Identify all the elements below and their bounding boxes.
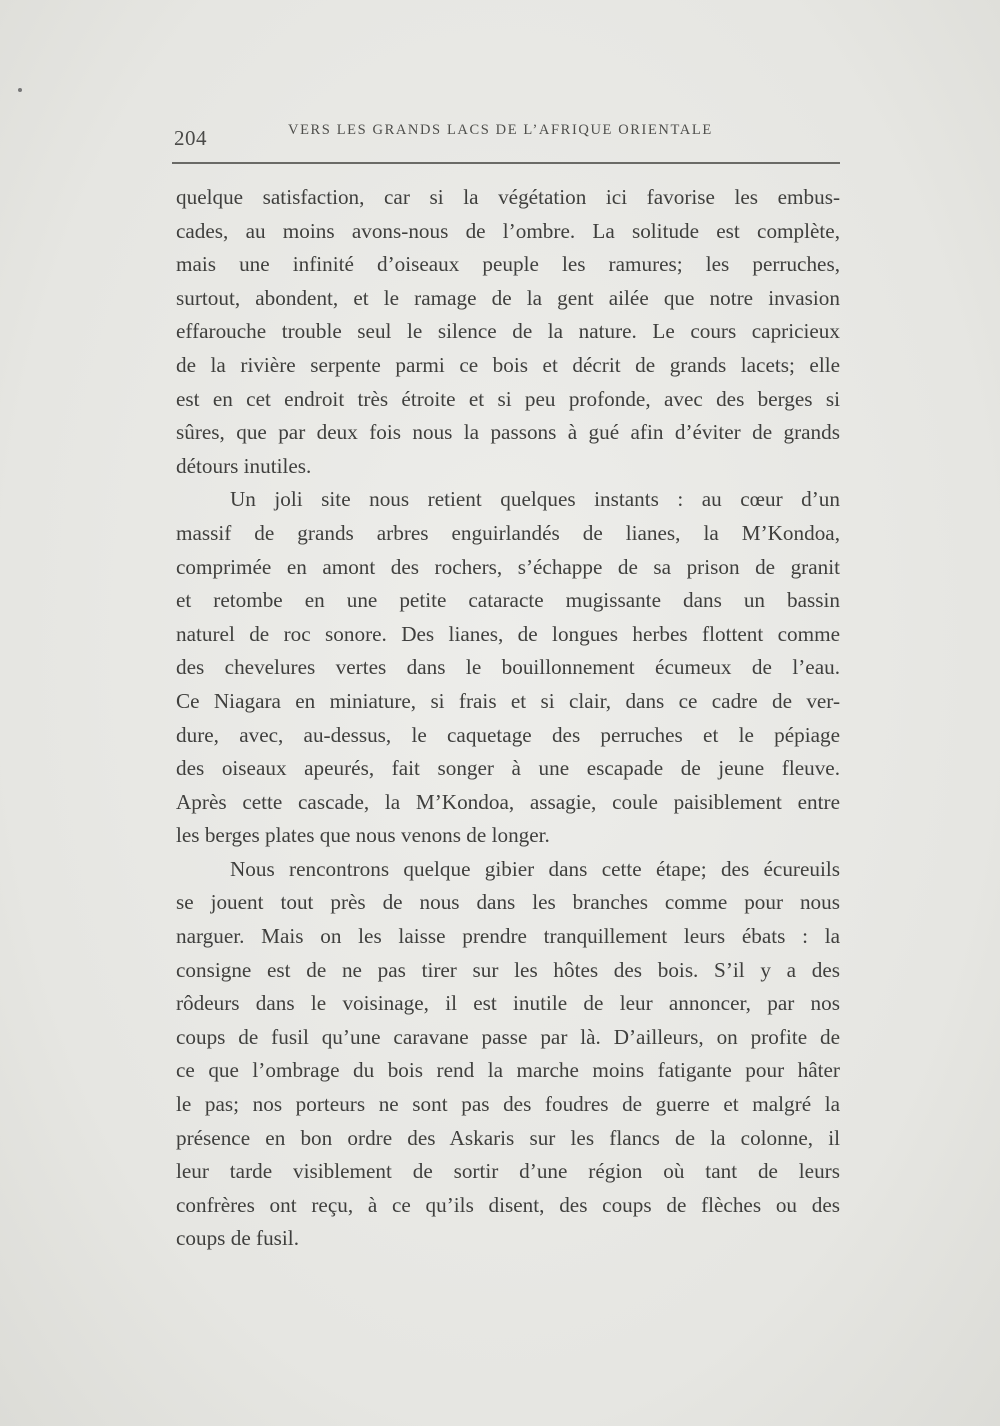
text-line: consigne est de ne pas tirer sur les hôtes des bois. S’il y a des <box>176 957 840 982</box>
text-line: ce que l’ombrage du bois rend la marche moins fatigante pour hâter <box>176 1058 840 1083</box>
text-line: dure, avec, au-dessus, le caquetage des perruches et le pépiage <box>176 722 840 747</box>
text-line: des chevelures vertes dans le bouillonnement écumeux de l’eau. <box>176 655 840 680</box>
text-line: quelque satisfaction, car si la végétation ici favorise les embus- <box>176 185 840 209</box>
page-header <box>174 118 840 158</box>
text-line: de la rivière serpente parmi ce bois et décrit de grands lacets; elle <box>176 352 840 377</box>
text-line: Après cette cascade, la M’Kondoa, assagie, coule paisiblement entre <box>176 789 840 814</box>
text-line: se jouent tout près de nous dans les branches comme pour nous <box>176 890 840 915</box>
text-line: les berges plates que nous venons de longer. <box>176 823 550 848</box>
running-title: VERS LES GRANDS LACS DE L’AFRIQUE ORIENTALE <box>288 122 713 138</box>
text-line: Un joli site nous retient quelques instants : au cœur d’un <box>230 487 840 512</box>
text-line: le pas; nos porteurs ne sont pas des foudres de guerre et malgré la <box>176 1092 840 1117</box>
header-rule <box>172 162 840 164</box>
text-line: cades, au moins avons-nous de l’ombre. La solitude est complète, <box>176 218 840 243</box>
text-line: sûres, que par deux fois nous la passons à gué afin d’éviter de grands <box>176 420 840 445</box>
paragraph-1 <box>176 181 840 483</box>
text-line: des oiseaux apeurés, fait songer à une escapade de jeune fleuve. <box>176 756 840 781</box>
text-line: mais une infinité d’oiseaux peuple les ramures; les perruches, <box>176 252 840 277</box>
text-line: effarouche trouble seul le silence de la nature. Le cours capricieux <box>176 319 840 344</box>
text-line: détours inutiles. <box>176 453 312 478</box>
text-line: Ce Niagara en miniature, si frais et si clair, dans ce cadre de ver- <box>176 688 840 713</box>
text-line: massif de grands arbres enguirlandés de lianes, la M’Kondoa, <box>176 520 840 545</box>
text-line: Nous rencontrons quelque gibier dans cette étape; des écureuils <box>230 856 840 881</box>
text-line: confrères ont reçu, à ce qu’ils disent, des coups de flèches ou des <box>176 1192 840 1217</box>
text-line: coups de fusil. <box>176 1226 299 1251</box>
text-line: présence en bon ordre des Askaris sur les flancs de la colonne, il <box>176 1125 840 1150</box>
text-line: rôdeurs dans le voisinage, il est inutile de leur annoncer, par nos <box>176 991 840 1016</box>
text-line: comprimée en amont des rochers, s’échappe de sa prison de granit <box>176 554 840 579</box>
paragraph-2 <box>176 483 840 853</box>
text-line: coups de fusil qu’une caravane passe par là. D’ailleurs, on profite de <box>176 1024 840 1049</box>
paragraph-3 <box>176 853 840 1256</box>
body-text <box>176 181 840 1256</box>
text-line: et retombe en une petite cataracte mugissante dans un bassin <box>176 588 840 613</box>
paper-speck <box>18 88 22 92</box>
text-line: surtout, abondent, et le ramage de la gent ailée que notre invasion <box>176 285 840 310</box>
text-line: est en cet endroit très étroite et si peu profonde, avec des berges si <box>176 386 840 411</box>
text-line: narguer. Mais on les laisse prendre tranquillement leurs ébats : la <box>176 924 840 949</box>
text-line: leur tarde visiblement de sortir d’une région où tant de leurs <box>176 1159 840 1184</box>
text-line: naturel de roc sonore. Des lianes, de longues herbes flottent comme <box>176 621 840 646</box>
page-number: 204 <box>174 126 207 150</box>
